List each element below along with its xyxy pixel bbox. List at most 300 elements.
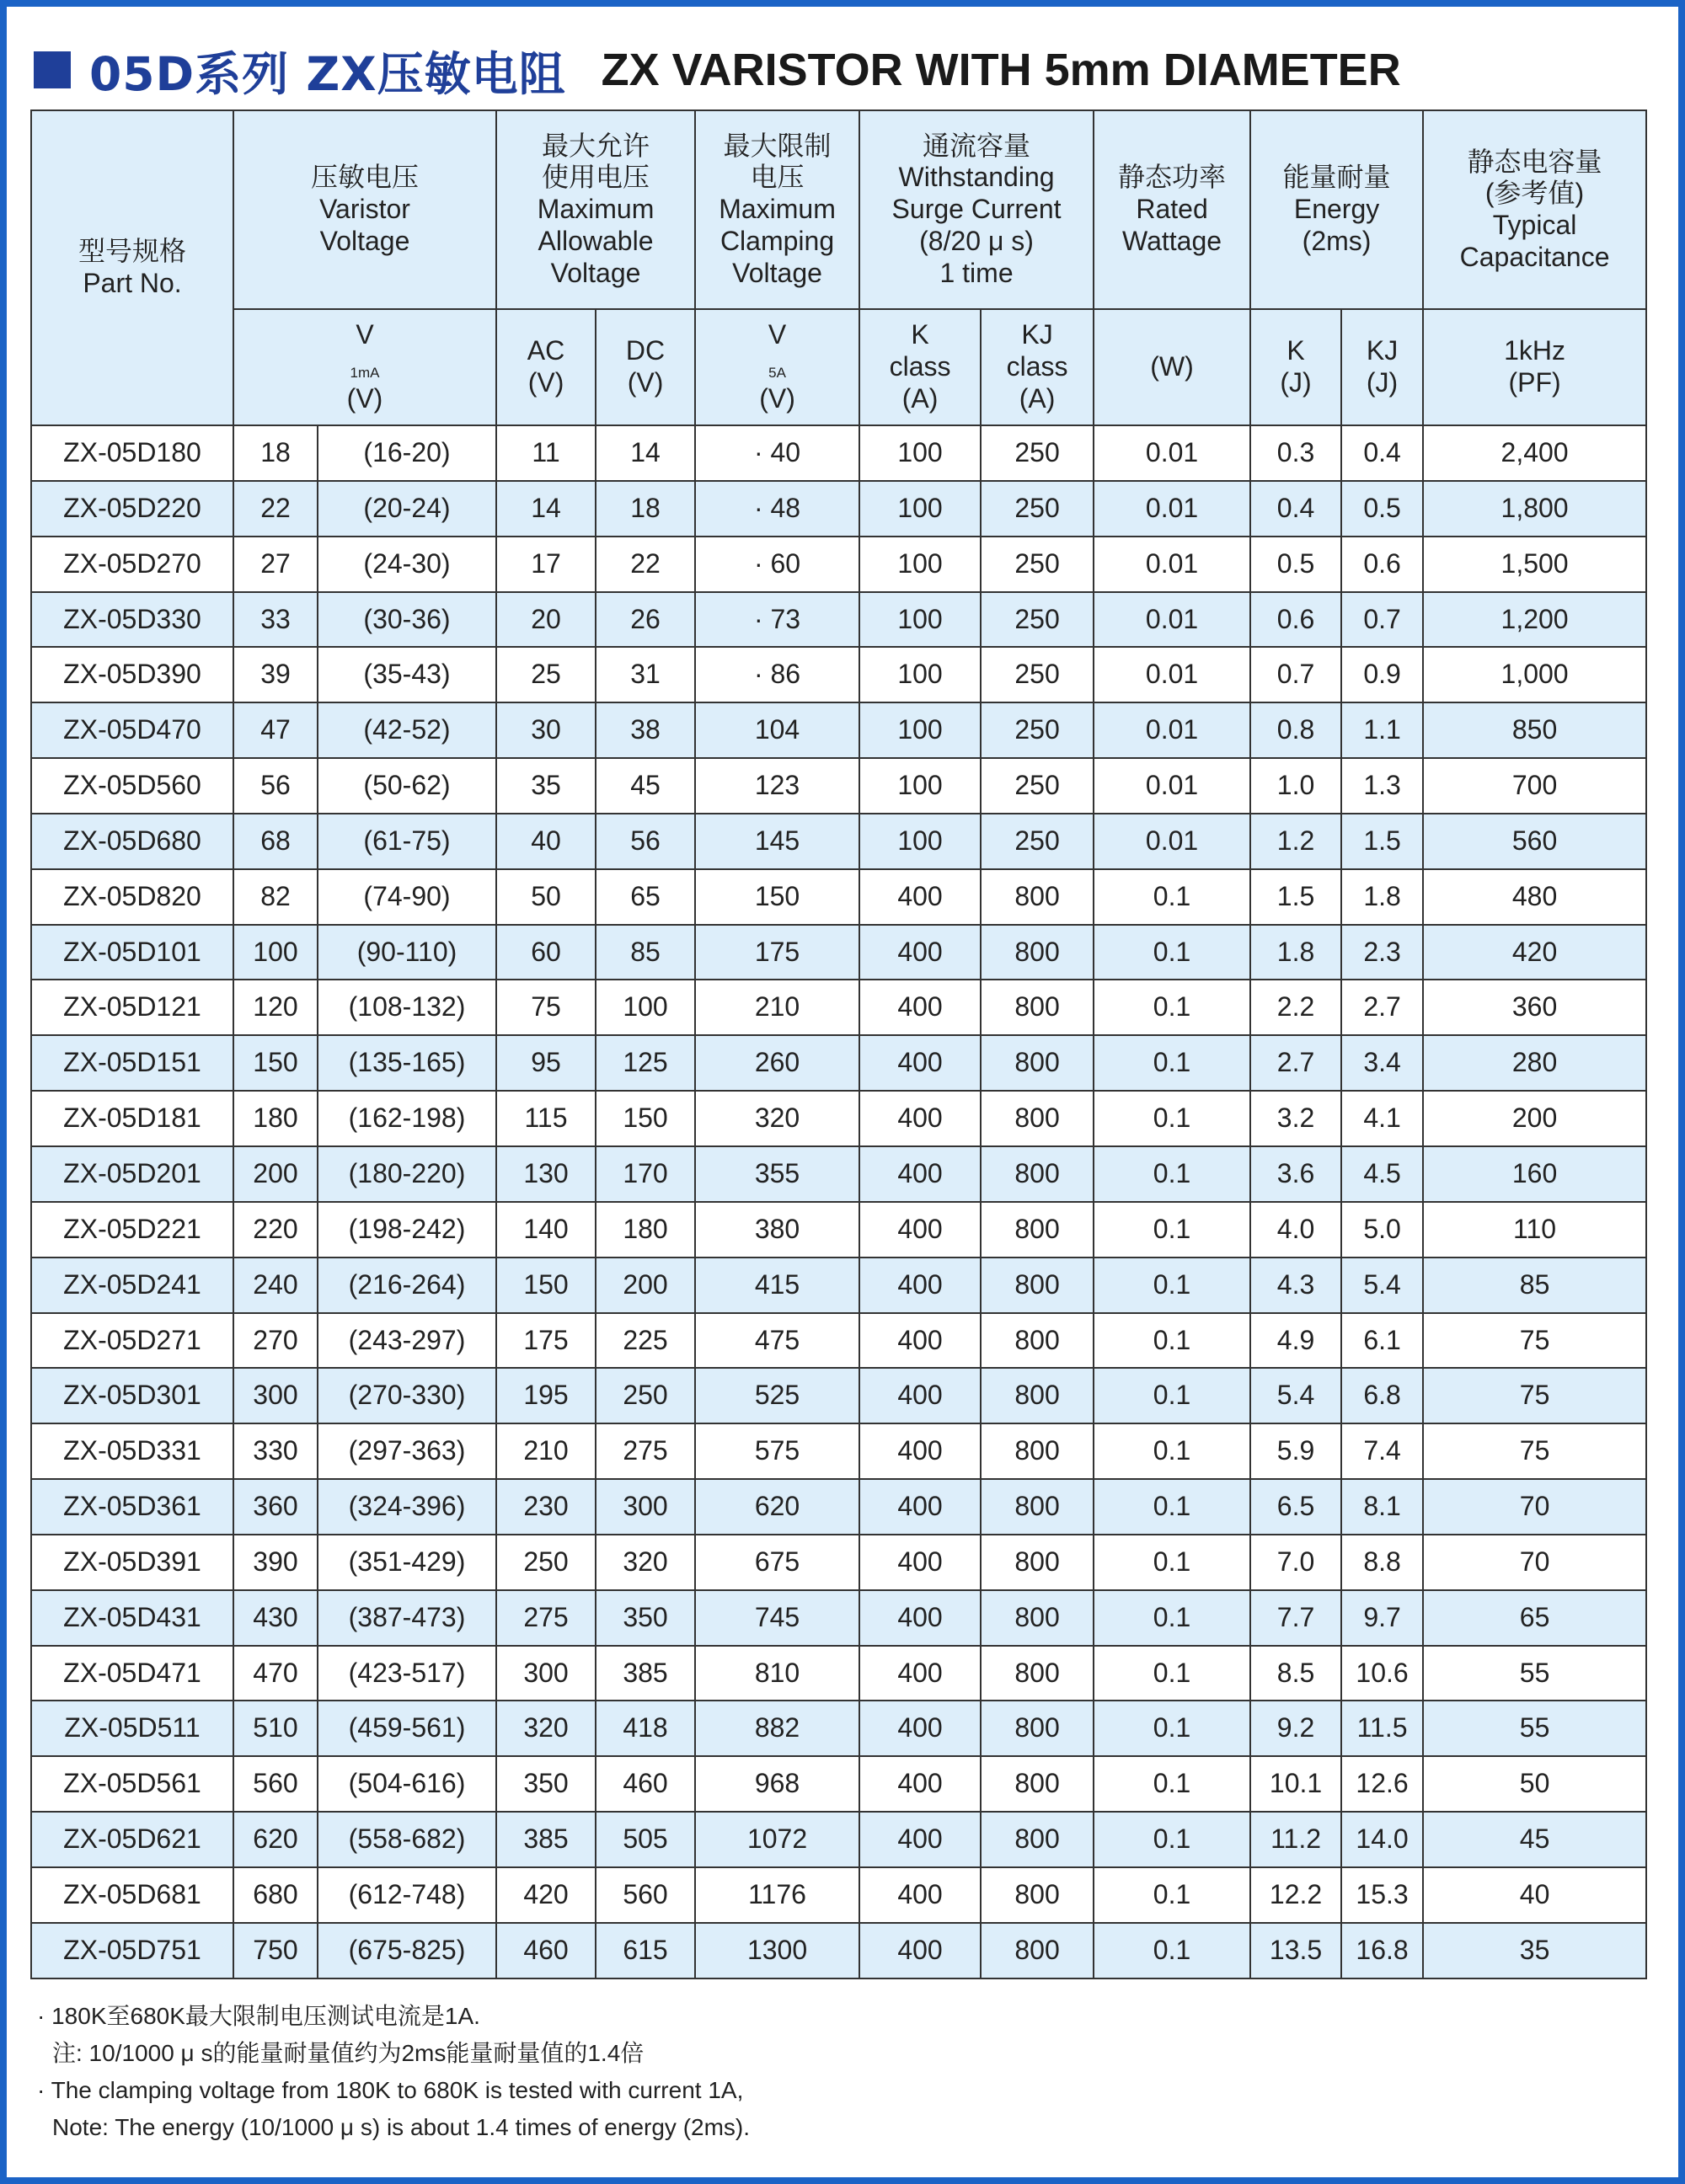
table-cell: 800 xyxy=(981,1146,1094,1202)
table-cell: 50 xyxy=(496,869,596,925)
table-cell: 35 xyxy=(496,758,596,814)
table-cell: 60 xyxy=(496,925,596,980)
table-cell: 1072 xyxy=(695,1812,859,1867)
table-cell: 800 xyxy=(981,1756,1094,1812)
table-cell: 30 xyxy=(496,702,596,758)
table-cell: 355 xyxy=(695,1146,859,1202)
table-cell: (504-616) xyxy=(318,1756,496,1812)
table-cell: 1.5 xyxy=(1341,814,1423,869)
table-row xyxy=(31,1423,1646,1479)
subheader-text: K xyxy=(1286,335,1305,366)
table-cell: 0.1 xyxy=(1094,1535,1250,1590)
table-cell: 85 xyxy=(1423,1258,1646,1313)
table-cell: 400 xyxy=(859,1701,981,1756)
table-cell: 10.6 xyxy=(1341,1646,1423,1701)
table-cell: 100 xyxy=(859,814,981,869)
table-cell: 0.1 xyxy=(1094,869,1250,925)
table-cell: 6.8 xyxy=(1341,1368,1423,1423)
table-cell: 0.1 xyxy=(1094,1091,1250,1146)
part-number-cell: ZX-05D431 xyxy=(31,1590,233,1646)
table-cell: 39 xyxy=(233,647,318,702)
header-typical-capacitance xyxy=(1423,110,1646,309)
table-row xyxy=(31,1812,1646,1867)
table-cell: 800 xyxy=(981,1035,1094,1091)
table-cell: 7.7 xyxy=(1250,1590,1341,1646)
table-cell: 460 xyxy=(496,1923,596,1978)
table-cell: 475 xyxy=(695,1313,859,1369)
table-cell: 65 xyxy=(596,869,695,925)
footnote-en-2: Note: The energy (10/1000 μ s) is about 1.4 times of energy (2ms). xyxy=(52,2114,751,2140)
table-cell: 1.8 xyxy=(1341,869,1423,925)
table-cell: 400 xyxy=(859,980,981,1035)
table-row xyxy=(31,1590,1646,1646)
table-row xyxy=(31,537,1646,592)
header-text: 压敏电压 xyxy=(311,162,420,193)
table-cell: 320 xyxy=(496,1701,596,1756)
table-cell: 100 xyxy=(859,537,981,592)
table-cell: 800 xyxy=(981,869,1094,925)
table-cell: 270 xyxy=(233,1313,318,1369)
table-cell: 0.1 xyxy=(1094,1258,1250,1313)
table-cell: 250 xyxy=(496,1535,596,1590)
table-cell: 130 xyxy=(496,1146,596,1202)
table-cell: 275 xyxy=(496,1590,596,1646)
table-cell: 12.6 xyxy=(1341,1756,1423,1812)
table-cell: 800 xyxy=(981,1202,1094,1258)
table-cell: 13.5 xyxy=(1250,1923,1341,1978)
table-cell: 0.01 xyxy=(1094,481,1250,537)
table-cell: 1176 xyxy=(695,1867,859,1923)
table-cell: 560 xyxy=(596,1867,695,1923)
table-cell: 800 xyxy=(981,1701,1094,1756)
table-cell: 27 xyxy=(233,537,318,592)
table-cell: 75 xyxy=(496,980,596,1035)
title-chinese: 05D系列 ZX压敏电阻 xyxy=(89,46,566,101)
table-cell: 250 xyxy=(596,1368,695,1423)
part-number-cell: ZX-05D561 xyxy=(31,1756,233,1812)
table-row xyxy=(31,1258,1646,1313)
table-cell: 4.3 xyxy=(1250,1258,1341,1313)
table-cell: 82 xyxy=(233,869,318,925)
table-cell: 40 xyxy=(1423,1867,1646,1923)
table-cell: 47 xyxy=(233,702,318,758)
table-cell: 0.4 xyxy=(1341,425,1423,481)
table-cell: (74-90) xyxy=(318,869,496,925)
subheader-v5a-symbol xyxy=(696,319,859,383)
table-cell: 33 xyxy=(233,592,318,648)
table-cell: 400 xyxy=(859,1590,981,1646)
table-cell: 750 xyxy=(233,1923,318,1978)
unit-label: (V) xyxy=(759,382,795,414)
table-cell: 400 xyxy=(859,1756,981,1812)
table-cell: 110 xyxy=(1423,1202,1646,1258)
table-cell: 1300 xyxy=(695,1923,859,1978)
table-cell: · 73 xyxy=(695,592,859,648)
table-cell: 400 xyxy=(859,1535,981,1590)
header-text: Allowable xyxy=(538,225,654,256)
part-number-cell: ZX-05D560 xyxy=(31,758,233,814)
table-cell: 200 xyxy=(233,1146,318,1202)
table-cell: 0.1 xyxy=(1094,1756,1250,1812)
header-part-no xyxy=(31,110,233,425)
header-text: 电压 xyxy=(750,162,805,193)
table-cell: · 48 xyxy=(695,481,859,537)
table-cell: 100 xyxy=(859,592,981,648)
table-cell: 8.1 xyxy=(1341,1479,1423,1535)
header-text: Maximum xyxy=(719,194,836,225)
subheader-v1ma xyxy=(233,309,496,425)
part-number-cell: ZX-05D201 xyxy=(31,1146,233,1202)
table-cell: 0.1 xyxy=(1094,1313,1250,1369)
table-cell: 0.1 xyxy=(1094,1867,1250,1923)
table-cell: 400 xyxy=(859,1923,981,1978)
table-cell: 100 xyxy=(596,980,695,1035)
table-cell: 70 xyxy=(1423,1535,1646,1590)
table-cell: (24-30) xyxy=(318,537,496,592)
header-text: 静态功率 xyxy=(1118,162,1227,193)
table-cell: 0.01 xyxy=(1094,758,1250,814)
table-cell: 5.9 xyxy=(1250,1423,1341,1479)
table-cell: 150 xyxy=(233,1035,318,1091)
subheader-kj-energy xyxy=(1341,309,1423,425)
footnote-en-1: · The clamping voltage from 180K to 680K is tested with current 1A, xyxy=(37,2077,744,2103)
table-cell: 1,800 xyxy=(1423,481,1646,537)
table-cell: 350 xyxy=(596,1590,695,1646)
table-cell: 385 xyxy=(496,1812,596,1867)
table-cell: 200 xyxy=(596,1258,695,1313)
table-cell: 800 xyxy=(981,1646,1094,1701)
table-cell: (459-561) xyxy=(318,1701,496,1756)
table-cell: 5.4 xyxy=(1341,1258,1423,1313)
table-cell: 50 xyxy=(1423,1756,1646,1812)
table-cell: 45 xyxy=(1423,1812,1646,1867)
subheader-text: K xyxy=(911,319,929,350)
table-cell: 14.0 xyxy=(1341,1812,1423,1867)
part-number-cell: ZX-05D361 xyxy=(31,1479,233,1535)
table-cell: 1.3 xyxy=(1341,758,1423,814)
table-cell: 17 xyxy=(496,537,596,592)
table-row xyxy=(31,925,1646,980)
table-cell: 0.01 xyxy=(1094,425,1250,481)
table-row xyxy=(31,1146,1646,1202)
table-cell: 0.7 xyxy=(1250,647,1341,702)
table-cell: 415 xyxy=(695,1258,859,1313)
table-cell: (297-363) xyxy=(318,1423,496,1479)
table-cell: 330 xyxy=(233,1423,318,1479)
header-text: Capacitance xyxy=(1459,241,1610,272)
table-row xyxy=(31,1756,1646,1812)
footnote-cn-1: · 180K至680K最大限制电压测试电流是1A. xyxy=(37,2003,480,2029)
header-text: (2ms) xyxy=(1302,225,1372,256)
table-cell: 360 xyxy=(1423,980,1646,1035)
table-row xyxy=(31,869,1646,925)
header-rated-wattage xyxy=(1094,110,1250,309)
table-cell: 300 xyxy=(496,1646,596,1701)
table-cell: 800 xyxy=(981,1923,1094,1978)
table-cell: 400 xyxy=(859,925,981,980)
spec-table xyxy=(30,109,1647,1979)
table-cell: 400 xyxy=(859,1646,981,1701)
table-cell: (20-24) xyxy=(318,481,496,537)
header-text: (参考值) xyxy=(1484,178,1585,209)
header-text: 最大限制 xyxy=(723,130,832,161)
table-cell: 250 xyxy=(981,537,1094,592)
table-cell: 0.6 xyxy=(1250,592,1341,648)
table-cell: (423-517) xyxy=(318,1646,496,1701)
table-cell: 7.0 xyxy=(1250,1535,1341,1590)
table-cell: 0.1 xyxy=(1094,1701,1250,1756)
table-cell: 95 xyxy=(496,1035,596,1091)
table-cell: 150 xyxy=(496,1258,596,1313)
table-cell: (135-165) xyxy=(318,1035,496,1091)
unit-label: (PF) xyxy=(1508,367,1561,398)
table-cell: (558-682) xyxy=(318,1812,496,1867)
table-cell: 418 xyxy=(596,1701,695,1756)
table-cell: 104 xyxy=(695,702,859,758)
table-cell: 180 xyxy=(596,1202,695,1258)
part-number-cell: ZX-05D101 xyxy=(31,925,233,980)
table-cell: 38 xyxy=(596,702,695,758)
table-cell: 45 xyxy=(596,758,695,814)
header-text: Clamping xyxy=(719,225,835,256)
table-cell: (162-198) xyxy=(318,1091,496,1146)
table-cell: 525 xyxy=(695,1368,859,1423)
table-cell: (61-75) xyxy=(318,814,496,869)
part-number-cell: ZX-05D391 xyxy=(31,1535,233,1590)
table-cell: 320 xyxy=(596,1535,695,1590)
symbol-subscript: 5A xyxy=(768,365,786,382)
table-cell: 0.9 xyxy=(1341,647,1423,702)
header-text: (8/20 μ s) xyxy=(919,225,1034,256)
table-cell: 210 xyxy=(496,1423,596,1479)
table-cell: (612-748) xyxy=(318,1867,496,1923)
table-cell: 0.1 xyxy=(1094,1423,1250,1479)
subheader-text: AC xyxy=(527,335,565,366)
table-cell: 0.7 xyxy=(1341,592,1423,648)
table-cell: (675-825) xyxy=(318,1923,496,1978)
part-number-cell: ZX-05D241 xyxy=(31,1258,233,1313)
table-cell: 882 xyxy=(695,1701,859,1756)
table-cell: 0.01 xyxy=(1094,592,1250,648)
table-cell: 35 xyxy=(1423,1923,1646,1978)
header-text: Wattage xyxy=(1122,225,1222,256)
table-cell: 250 xyxy=(981,647,1094,702)
table-cell: 4.9 xyxy=(1250,1313,1341,1369)
footnote-cn-2: 注: 10/1000 μ s的能量耐量值约为2ms能量耐量值的1.4倍 xyxy=(52,2040,645,2066)
table-cell: 470 xyxy=(233,1646,318,1701)
table-cell: 100 xyxy=(859,647,981,702)
table-cell: 100 xyxy=(233,925,318,980)
table-cell: (324-396) xyxy=(318,1479,496,1535)
symbol-subscript: 1mA xyxy=(350,365,380,382)
part-number-cell: ZX-05D390 xyxy=(31,647,233,702)
table-row xyxy=(31,1091,1646,1146)
table-cell: 260 xyxy=(695,1035,859,1091)
table-cell: 75 xyxy=(1423,1368,1646,1423)
table-cell: 4.0 xyxy=(1250,1202,1341,1258)
table-row xyxy=(31,702,1646,758)
table-cell: 160 xyxy=(1423,1146,1646,1202)
header-text: Voltage xyxy=(732,257,822,288)
part-number-cell: ZX-05D270 xyxy=(31,537,233,592)
table-cell: 400 xyxy=(859,1479,981,1535)
table-cell: (35-43) xyxy=(318,647,496,702)
table-cell: 430 xyxy=(233,1590,318,1646)
header-max-allowable-voltage xyxy=(496,110,695,309)
table-cell: 55 xyxy=(1423,1646,1646,1701)
table-cell: 400 xyxy=(859,1368,981,1423)
table-row xyxy=(31,1202,1646,1258)
table-row xyxy=(31,1368,1646,1423)
table-cell: 800 xyxy=(981,1535,1094,1590)
unit-label: (A) xyxy=(1019,382,1056,414)
table-cell: 2.3 xyxy=(1341,925,1423,980)
part-number-cell: ZX-05D220 xyxy=(31,481,233,537)
table-cell: 123 xyxy=(695,758,859,814)
table-cell: (243-297) xyxy=(318,1313,496,1369)
table-cell: 2.7 xyxy=(1250,1035,1341,1091)
table-cell: · 60 xyxy=(695,537,859,592)
table-cell: 300 xyxy=(233,1368,318,1423)
table-cell: 56 xyxy=(233,758,318,814)
table-cell: 350 xyxy=(496,1756,596,1812)
table-cell: 385 xyxy=(596,1646,695,1701)
table-cell: 140 xyxy=(496,1202,596,1258)
table-cell: 0.1 xyxy=(1094,1146,1250,1202)
table-cell: 0.5 xyxy=(1250,537,1341,592)
table-cell: 675 xyxy=(695,1535,859,1590)
table-cell: 250 xyxy=(981,702,1094,758)
header-text: Voltage xyxy=(319,225,410,256)
table-cell: 800 xyxy=(981,1258,1094,1313)
part-number-cell: ZX-05D471 xyxy=(31,1646,233,1701)
table-cell: 75 xyxy=(1423,1423,1646,1479)
table-cell: 400 xyxy=(859,1202,981,1258)
table-cell: 100 xyxy=(859,425,981,481)
subheader-text: KJ xyxy=(1021,319,1053,350)
table-cell: (42-52) xyxy=(318,702,496,758)
header-text: Surge Current xyxy=(891,194,1062,225)
page-title xyxy=(34,32,1401,108)
part-number-cell: ZX-05D470 xyxy=(31,702,233,758)
header-part-cn: 型号规格 xyxy=(78,236,186,267)
table-cell: 70 xyxy=(1423,1479,1646,1535)
subheader-ac xyxy=(496,309,596,425)
table-cell: 5.0 xyxy=(1341,1202,1423,1258)
header-max-clamping-voltage xyxy=(695,110,859,309)
table-cell: 18 xyxy=(233,425,318,481)
table-cell: 0.8 xyxy=(1250,702,1341,758)
header-text: 能量耐量 xyxy=(1282,162,1391,193)
table-cell: 14 xyxy=(596,425,695,481)
table-cell: 175 xyxy=(496,1313,596,1369)
symbol-main: V xyxy=(768,319,787,350)
table-cell: 1,000 xyxy=(1423,647,1646,702)
table-row xyxy=(31,1646,1646,1701)
header-text: 最大允许 xyxy=(542,130,650,161)
table-cell: 0.1 xyxy=(1094,1646,1250,1701)
table-cell: 150 xyxy=(596,1091,695,1146)
part-number-cell: ZX-05D121 xyxy=(31,980,233,1035)
subheader-v5a xyxy=(695,309,859,425)
table-cell: 0.1 xyxy=(1094,1923,1250,1978)
table-row xyxy=(31,1867,1646,1923)
title-english: ZX VARISTOR WITH 5mm DIAMETER xyxy=(601,45,1401,95)
table-cell: 1.1 xyxy=(1341,702,1423,758)
table-cell: 420 xyxy=(496,1867,596,1923)
table-cell: 55 xyxy=(1423,1701,1646,1756)
table-cell: 225 xyxy=(596,1313,695,1369)
table-cell: 100 xyxy=(859,758,981,814)
unit-label: (V) xyxy=(346,382,383,414)
table-cell: 400 xyxy=(859,1258,981,1313)
table-row xyxy=(31,758,1646,814)
subheader-k-class xyxy=(859,309,981,425)
table-cell: 7.4 xyxy=(1341,1423,1423,1479)
table-cell: 8.5 xyxy=(1250,1646,1341,1701)
table-cell: 0.1 xyxy=(1094,1590,1250,1646)
subheader-text: class xyxy=(1006,351,1068,382)
table-cell: 14 xyxy=(496,481,596,537)
subheader-text: KJ xyxy=(1366,335,1399,366)
table-row xyxy=(31,980,1646,1035)
table-cell: 22 xyxy=(233,481,318,537)
table-cell: 1,200 xyxy=(1423,592,1646,648)
table-cell: 800 xyxy=(981,1368,1094,1423)
table-cell: 745 xyxy=(695,1590,859,1646)
table-cell: 11.2 xyxy=(1250,1812,1341,1867)
table-cell: 1.8 xyxy=(1250,925,1341,980)
unit-label: (A) xyxy=(901,382,939,414)
table-cell: 2.2 xyxy=(1250,980,1341,1035)
table-cell: 10.1 xyxy=(1250,1756,1341,1812)
table-cell: 400 xyxy=(859,1812,981,1867)
table-cell: 300 xyxy=(596,1479,695,1535)
table-cell: 0.1 xyxy=(1094,1812,1250,1867)
table-row xyxy=(31,1313,1646,1369)
table-cell: 800 xyxy=(981,925,1094,980)
table-cell: 6.1 xyxy=(1341,1313,1423,1369)
table-cell: 0.1 xyxy=(1094,925,1250,980)
table-cell: 800 xyxy=(981,1867,1094,1923)
table-cell: 120 xyxy=(233,980,318,1035)
part-number-cell: ZX-05D511 xyxy=(31,1701,233,1756)
table-cell: 1.2 xyxy=(1250,814,1341,869)
table-row xyxy=(31,1035,1646,1091)
table-cell: 0.1 xyxy=(1094,1368,1250,1423)
table-cell: 0.1 xyxy=(1094,1035,1250,1091)
subheader-text: DC xyxy=(625,335,666,366)
table-cell: 800 xyxy=(981,1479,1094,1535)
table-cell: 5.4 xyxy=(1250,1368,1341,1423)
table-cell: (198-242) xyxy=(318,1202,496,1258)
table-cell: 510 xyxy=(233,1701,318,1756)
header-text: Typical xyxy=(1492,210,1577,240)
table-cell: 1,500 xyxy=(1423,537,1646,592)
table-cell: (270-330) xyxy=(318,1368,496,1423)
table-cell: 0.5 xyxy=(1341,481,1423,537)
table-cell: 800 xyxy=(981,1812,1094,1867)
part-number-cell: ZX-05D180 xyxy=(31,425,233,481)
table-cell: 8.8 xyxy=(1341,1535,1423,1590)
table-cell: (30-36) xyxy=(318,592,496,648)
table-cell: 0.1 xyxy=(1094,1479,1250,1535)
table-cell: 0.3 xyxy=(1250,425,1341,481)
table-cell: 575 xyxy=(695,1423,859,1479)
table-cell: 220 xyxy=(233,1202,318,1258)
table-cell: 240 xyxy=(233,1258,318,1313)
part-number-cell: ZX-05D221 xyxy=(31,1202,233,1258)
